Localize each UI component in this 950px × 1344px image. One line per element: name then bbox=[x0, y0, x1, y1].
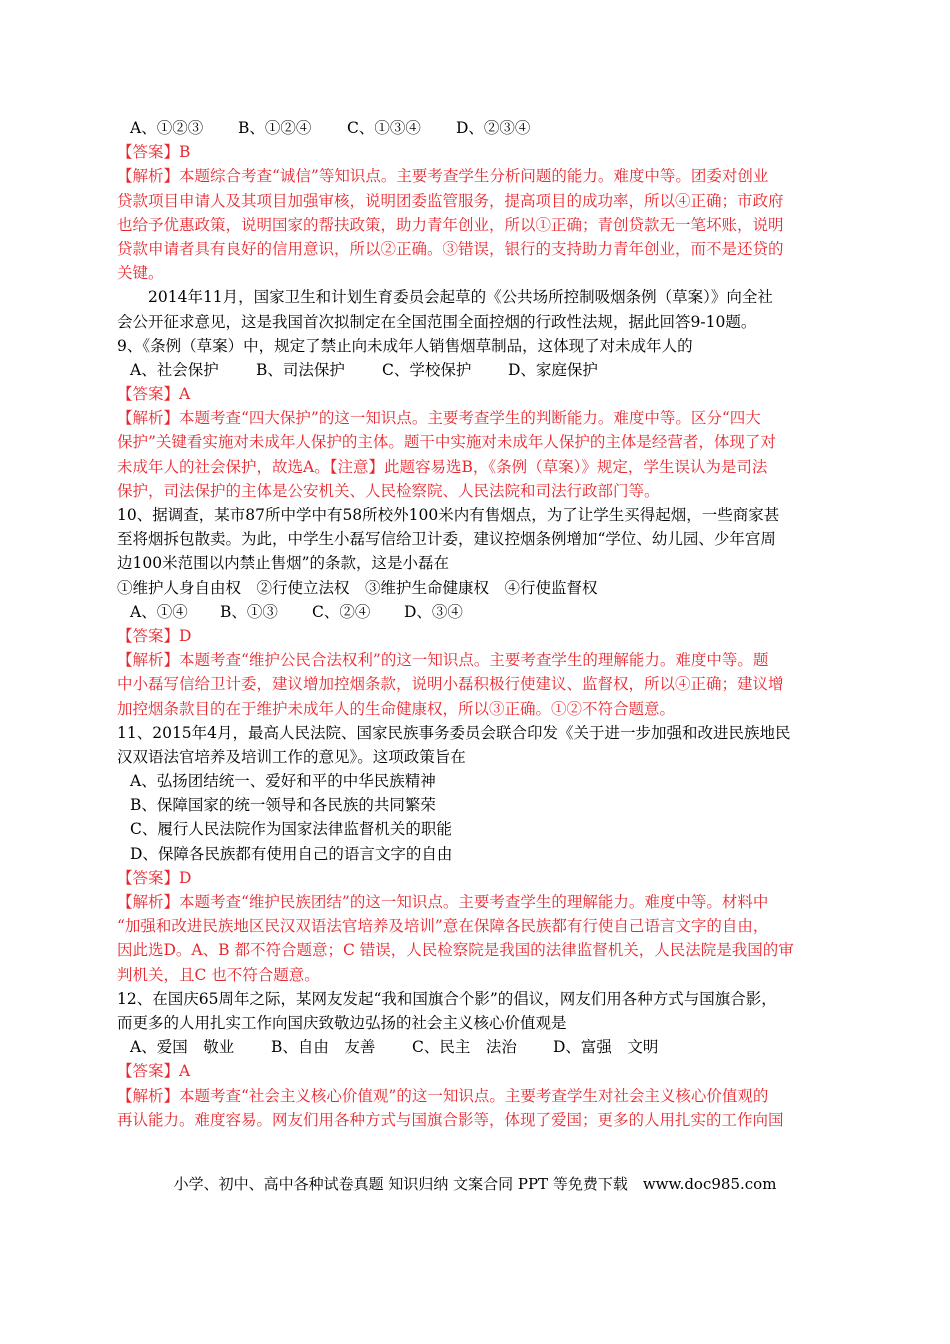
q9-analysis-line: 【解析】本题考查“四大保护”的这一知识点。主要考查学生的判断能力。难度中等。区分“四大 bbox=[117, 409, 761, 428]
q10-analysis-line: 【解析】本题考查“维护公民合法权利”的这一知识点。主要考查学生的理解能力。难度中等。题 bbox=[117, 651, 769, 670]
q9-option-c: C、学校保护 bbox=[382, 360, 472, 379]
q10-answer: 【答案】D bbox=[117, 626, 192, 645]
page-footer: 小学、初中、高中各种试卷真题 知识归纳 文案合同 PPT 等免费下载 www.doc985.com bbox=[173, 1175, 777, 1193]
q10-stem-line: 10、据调查，某市87所中学中有58所校外100米内有售烟点，为了让学生买得起烟，一些商家甚 bbox=[117, 506, 780, 524]
q12-answer: 【答案】A bbox=[117, 1062, 191, 1081]
q12-stem-line: 而更多的人用扎实工作向国庆致敬边弘扬的社会主义核心价值观是 bbox=[117, 1013, 567, 1032]
q10-stem-line: 边100米范围以内禁止售烟”的条款，这是小磊在 bbox=[117, 554, 450, 573]
q8-analysis-line: 【解析】本题综合考查“诚信”等知识点。主要考查学生分析问题的能力。难度中等。团委对创业 bbox=[117, 167, 769, 186]
q11-option-b: B、保障国家的统一领导和各民族的共同繁荣 bbox=[130, 796, 436, 815]
q11-analysis-line: 【解析】本题考查“维护民族团结”的这一知识点。主要考查学生的理解能力。难度中等。材料中 bbox=[117, 893, 769, 911]
q9-option-a: A、社会保护 bbox=[130, 360, 219, 379]
material-line: 2014年11月，国家卫生和计划生育委员会起草的《公共场所控制吸烟条例（草案）》向全社 bbox=[148, 288, 773, 307]
q12-option-d: D、富强 文明 bbox=[553, 1038, 659, 1057]
document-content bbox=[117, 116, 835, 1132]
q8-analysis-line: 贷款项目申请人及其项目加强审核，说明团委监管服务，提高项目的成功率，所以④正确；市政府 bbox=[117, 191, 784, 210]
q11-option-d: D、保障各民族都有使用自己的语言文字的自由 bbox=[130, 844, 453, 863]
q10-option-b: B、①③ bbox=[220, 602, 278, 621]
q11-option-c: C、履行人民法院作为国家法律监督机关的职能 bbox=[130, 820, 452, 839]
q10-option-a: A、①④ bbox=[130, 602, 188, 621]
q8-option-b: B、①②④ bbox=[238, 119, 312, 137]
q9-options bbox=[117, 358, 835, 382]
q11-option-a: A、弘扬团结统一、爱好和平的中华民族精神 bbox=[130, 772, 436, 791]
q8-analysis-line: 贷款申请者具有良好的信用意识，所以②正确。③错误，银行的支持助力青年创业，而不是还贷的 bbox=[117, 239, 784, 258]
q12-stem-line: 12、在国庆65周年之际，某网友发起“我和国旗合个影”的倡议，网友们用各种方式与国旗合影， bbox=[117, 989, 777, 1008]
material-line: 会公开征求意见，这是我国首次拟制定在全国范围全面控烟的行政性法规，据此回答9-10题。 bbox=[117, 312, 757, 331]
q8-options bbox=[117, 116, 835, 140]
q11-analysis-line: “加强和改进民族地区民汉双语法官培养及培训”意在保障各民族都有行使自己语言文字的自由， bbox=[117, 917, 769, 936]
q9-answer: 【答案】A bbox=[117, 385, 191, 404]
q9-option-b: B、司法保护 bbox=[256, 360, 345, 379]
q10-items: ①维护人身自由权 ②行使立法权 ③维护生命健康权 ④行使监督权 bbox=[117, 578, 598, 597]
q12-option-a: A、爱国 敬业 bbox=[130, 1038, 235, 1057]
q11-stem-line: 汉双语法官培养及培训工作的意见》。这项政策旨在 bbox=[117, 747, 466, 766]
q8-analysis-line: 也给予优惠政策，说明国家的帮扶政策，助力青年创业，所以①正确；青创贷款无一笔坏账，说明 bbox=[117, 215, 784, 234]
q11-analysis-line: 因此选D。A、B 都不符合题意；C 错误，人民检察院是我国的法律监督机关，人民法院是我国的审 bbox=[117, 941, 794, 960]
q11-answer: 【答案】D bbox=[117, 868, 192, 887]
q9-analysis-line: 保护，司法保护的主体是公安机关、人民检察院、人民法院和司法行政部门等。 bbox=[117, 481, 660, 500]
q12-option-b: B、自由 友善 bbox=[271, 1038, 376, 1057]
q8-analysis-line: 关键。 bbox=[117, 264, 164, 283]
q10-stem-line: 至将烟拆包散卖。为此，中学生小磊写信给卫计委，建议控烟条例增加“学位、幼儿园、少年宫周 bbox=[117, 530, 776, 549]
q10-options bbox=[117, 600, 835, 624]
q8-option-d: D、②③④ bbox=[456, 119, 531, 137]
q11-analysis-line: 判机关，且C 也不符合题意。 bbox=[117, 965, 320, 984]
q9-analysis-line: 未成年人的社会保护，故选A。【注意】此题容易选B，《条例（草案）》规定，学生误认为是司法 bbox=[117, 457, 768, 476]
q9-option-d: D、家庭保护 bbox=[508, 360, 598, 379]
q8-option-a: A、①②③ bbox=[130, 119, 204, 137]
q8-option-c: C、①③④ bbox=[347, 119, 421, 137]
q12-option-c: C、民主 法治 bbox=[412, 1038, 517, 1057]
q9-stem: 9、《条例（草案）中，规定了禁止向未成年人销售烟草制品，这体现了对未成年人的 bbox=[117, 336, 693, 355]
q8-answer: 【答案】B bbox=[117, 143, 191, 162]
q12-analysis-line: 再认能力。难度容易。网友们用各种方式与国旗合影等，体现了爱国；更多的人用扎实的工作向国 bbox=[117, 1110, 784, 1129]
q10-analysis-line: 加控烟条款目的在于维护未成年人的生命健康权，所以③正确。①②不符合题意。 bbox=[117, 699, 676, 718]
q12-options bbox=[117, 1035, 835, 1059]
q9-analysis-line: 保护”关键看实施对未成年人保护的主体。题干中实施对未成年人保护的主体是经营者，体现了对 bbox=[117, 433, 776, 452]
q11-stem-line: 11、2015年4月，最高人民法院、国家民族事务委员会联合印发《关于进一步加强和改进民族地民 bbox=[117, 723, 791, 742]
q10-analysis-line: 中小磊写信给卫计委，建议增加控烟条款，说明小磊积极行使建议、监督权，所以④正确；建议增 bbox=[117, 675, 784, 694]
q10-option-c: C、②④ bbox=[312, 602, 371, 621]
q10-option-d: D、③④ bbox=[404, 602, 463, 621]
q12-analysis-line: 【解析】本题考查“社会主义核心价值观”的这一知识点。主要考查学生对社会主义核心价值观的 bbox=[117, 1086, 769, 1105]
